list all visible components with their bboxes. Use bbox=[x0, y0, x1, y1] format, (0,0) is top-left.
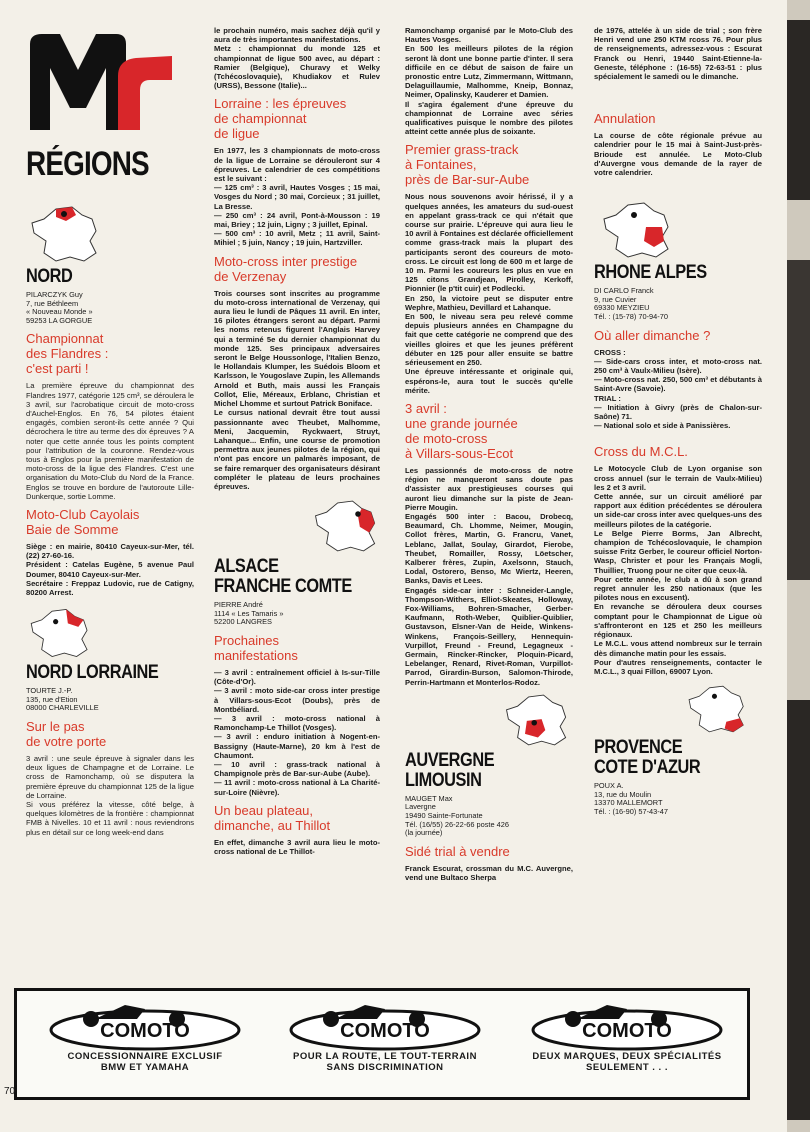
ad-tagline-1: CONCESSIONNAIRE EXCLUSIF BMW ET YAMAHA bbox=[67, 1051, 223, 1073]
comoto-banner-ad[interactable] bbox=[14, 988, 750, 1100]
article-grass-track: Nous nous souvenons avoir hérissé, il y a quelques années, les amateurs du sud-ouest en appelant grass-track ce qui n'était que course sur prairie. L'épreuve qui aura lieu le 10 avril à Fontaines est déclarée officiellement comme grass-track mais la plupart des participants seront des coureurs de moto-cross. Le circuit est long de 600 m et large de 10 m. Parmi les coureurs les plus en vue en 125 citons Grandjean, Pirolley, Kerkoff, Pionnier (le p'tit cuir) et Podlecki. En 250, la victoire peut se disputer entre Wephre, Mathieu, Devillard et Lahanque. En 500, le niveau sera peu relevé comme depuis plusieurs années en Champagne du fait que cette catégorie ne comprend que des vieilles gloires et que les jeunes préfèrent débuter en 125 pour aller ensuite se battre sérieusement en 250. Une épreuve intéressante et originale qui, espérons-le, aura tout le succès qu'elle mérite. bbox=[405, 192, 573, 395]
edge-photo-2 bbox=[787, 260, 810, 580]
heading-grass-track: Premier grass-track à Fontaines, près de Bar-sur-Aube bbox=[405, 142, 530, 188]
comoto-logo-icon bbox=[285, 997, 485, 1051]
heading-verzenay: Moto-cross inter prestige de Verzenay bbox=[214, 253, 358, 284]
comoto-logo-icon bbox=[527, 997, 727, 1051]
article-cayolais: Siège : en mairie, 80410 Cayeux-sur-Mer, tél. (22) 27-60-16. Président : Catelas Eugène, 5 avenue Paul Doumer, 80410 Cayeux-sur-Mer. Secrétaire : Freppaz Ludovic, rue de Catigny, 80200 Arrest. bbox=[26, 542, 194, 598]
article-prochaines: — 3 avril : entraînement officiel à Is-sur-Tille (Côte-d'Or). — 3 avril : moto side-car cross inter prestige à Villars-sous-Ecot (Doubs), près de Montbéliard. — 3 avril : moto-cross national à Ramonchamp-Le Thillot (Vosges). — 3 avril : enduro initiation à Nogent-en-Bassigny (Haute-Marne), 20 km à l'est de Chaumont. — 10 avril : grass-track national à Champignole près de Bar-sur-Aube (Aube). — 11 avril : moto-cross national à La Charité-sur-Loire (Nièvre). bbox=[214, 667, 380, 797]
column-4 bbox=[594, 26, 762, 984]
article-ramonchamp: Ramonchamp organisé par le Moto-Club des Hautes Vosges. En 500 les meilleurs pilotes de la région seront là dont une bonne partie d'inter. Il sera difficile en ce début de saison de faire un pronostic entre Lutz, Zimmermann, Wittmann, Delaguillaumie, Malhomme, Kneip, Bonnaz, Neimer, Opalinsky, Kauderer et Damien. Il s'agira également d'une épreuve du championnat de Lorraine avec séries qualificatives puisque le nombre des pilotes atteint cette année plus de soixante. bbox=[405, 26, 573, 137]
edge-photo-3 bbox=[787, 700, 810, 1120]
article-lorraine: En 1977, les 3 championnats de moto-cross de la ligue de Lorraine se dérouleront sur 4 épreuves. Le calendrier de ces compétitions est le suivant : — 125 cm³ : 3 avril, Hautes Vosges ; 15 mai, Vosges du Nord ; 30 mai, Corcieux ; 31 juillet, La Bresse. — 250 cm³ : 24 avril, Pont-à-Mousson : 19 mai, Briey ; 12 juin, Ligny ; 3 juillet, Epinal. — 500 cm³ : 10 avril, Metz ; 11 avril, Saint-Mihiel ; 5 juin, Nancy ; 19 juin, Hartzviller. bbox=[214, 146, 380, 248]
article-sur-le-pas: 3 avril : une seule épreuve à signaler dans les deux ligues de Champagne et de Lorraine. Le cross de Ramonchamp, où se disputera la première épreuve du championnat 125 de la ligue de Lorraine. Si vous préférez la vitesse, côté belge, à quelques kilomètres de la frontière : championnat FMB à Nivelles. 10 et 11 avril : nous reviendrons plus en détail sur ce long week-end dans bbox=[26, 754, 194, 837]
region-title-provence: PROVENCE COTE D'AZUR bbox=[594, 737, 701, 779]
column-3 bbox=[405, 26, 573, 984]
contact-alsace: PIERRE André 1114 « Les Tamaris » 52200 LANGRES bbox=[214, 600, 284, 627]
article-annulation: La course de côte régionale prévue au calendrier pour le 15 mai à Saint-Just-près-Brioude est annulée. Le Moto-Club d'Auvergne vous demande de la rayer de votre calendrier. bbox=[594, 131, 762, 178]
france-map-provence-icon bbox=[684, 684, 750, 734]
heading-ou-aller: Où aller dimanche ? bbox=[594, 327, 711, 343]
column-2 bbox=[214, 26, 380, 984]
edge-photo-1 bbox=[787, 20, 810, 200]
france-map-nord-lorraine-icon bbox=[26, 607, 94, 659]
article-flandres: La première épreuve du championnat des Flandres 1977, catégorie 125 cm³, se déroulera le 3 avril, sur l'acrobatique circuit de moto-cross d'Auchel-Englos. En 76, 54 pilotes étaient engagés, combien seront-ils cette année ? Qui décrochera le titre au terme des dix épreuves ? A noter que cette année tous les points comptent pour l'attribution de la couronne. Rendez-vous tous à Englos pour la première manifestation de moto-cross de la ligue des Flandres. C'est une organisation du Moto-Club du Nord de la France. Englos se trouve en bordure de l'autoroute Lille-Dunkerque, sortie Lomme. bbox=[26, 381, 194, 501]
ad-brand-1: COMOTO bbox=[100, 1020, 190, 1042]
region-title-nord: NORD bbox=[26, 266, 73, 287]
france-map-auvergne-icon bbox=[501, 693, 573, 747]
heading-lorraine-epreuves: Lorraine : les épreuves de championnat de ligue bbox=[214, 96, 347, 142]
region-title-auvergne: AUVERGNE LIMOUSIN bbox=[405, 749, 495, 791]
next-page-edge bbox=[787, 0, 810, 1132]
region-title-rhone: RHONE ALPES bbox=[594, 262, 707, 284]
region-title-nord-lorraine: NORD LORRAINE bbox=[26, 662, 159, 684]
page-number: 70 bbox=[4, 1086, 16, 1097]
article-ou-aller: CROSS : — Side-cars cross inter, et moto-cross nat. 250 cm³ à Vaulx-Milieu (Isère). — Moto-cross nat. 250, 500 cm³ et débutants à Saint-Avre (Savoie). TRIAL : — Initiation à Givry (près de Chalon-sur-Saône) 71. — National solo et side à Panissières. bbox=[594, 347, 762, 431]
article-metz: le prochain numéro, mais sachez déjà qu'il y aura de très importantes manifestations. Metz : championnat du monde 125 et championnat de ligue 500 avec, au départ : Ramier (Belgique), Churavy et Welky (Tchécoslovaquie), Khudiakov et Rulev (URSS), Bessone (Italie)... bbox=[214, 26, 380, 91]
ad-panel-2 bbox=[265, 995, 505, 1095]
france-map-rhone-icon bbox=[598, 201, 676, 259]
column-1 bbox=[26, 205, 194, 985]
heading-villars: 3 avril : une grande journée de moto-cross à Villars-sous-Ecot bbox=[405, 400, 518, 461]
article-beau-plateau: En effet, dimanche 3 avril aura lieu le moto-cross national de Le Thillot- bbox=[214, 837, 380, 856]
heading-annulation: Annulation bbox=[594, 111, 656, 127]
contact-nord: PILARCZYK Guy 7, rue Béthleem « Nouveau Monde » 59253 LA GORGUE bbox=[26, 290, 93, 325]
masthead-logo-icon bbox=[26, 30, 176, 140]
comoto-logo-icon bbox=[45, 997, 245, 1051]
heading-cross-mcl: Cross du M.C.L. bbox=[594, 444, 688, 460]
contact-nord-lorraine: TOURTE J.-P. 135, rue d'Etion 08000 CHARLEVILLE bbox=[26, 686, 99, 713]
heading-side-trial: Sidé trial à vendre bbox=[405, 843, 510, 859]
masthead bbox=[26, 30, 176, 183]
ad-panel-1 bbox=[25, 995, 265, 1095]
region-title-alsace: ALSACE FRANCHE COMTE bbox=[214, 556, 352, 598]
ad-tagline-3: DEUX MARQUES, DEUX SPÉCIALITÉS SEULEMENT . . . bbox=[532, 1051, 722, 1073]
ad-tagline-2: POUR LA ROUTE, LE TOUT-TERRAIN SANS DISCRIMINATION bbox=[293, 1051, 477, 1073]
article-cross-mcl: Le Motocycle Club de Lyon organise son cross annuel (sur le terrain de Vaulx-Milieu) les 2 et 3 avril. Cette année, sur un circuit amélioré par rapport aux édition précédentes se déroulera un side-car cross inter avec quelques-uns des meilleurs pilotes de la catégorie. Le Belge Pierre Borms, Jan Albrecht, champion de Tchécoslovaquie, le champion suisse Fritz Gerber, le coureur officiel Norton-Wasp, Christer et pour les Français Mogli, Thuillier, Truong pour ne citer que ceux-là. Pour cette année, le club a dû à son grand regret annuler les 250 nationaux (que les pilotes nous en excusent). En revanche se déroulera deux courses comptant pour le Championnat de Ligue où s'affronteront en 125 et 250 les meilleurs régionaux. Le M.C.L. vous attend nombreux sur le terrain dès dimanche matin pour les essais. Pour d'autres renseignements, contacter le M.C.L., 3 quai Fillon, 69007 Lyon. bbox=[594, 464, 762, 676]
contact-auvergne: MAUGET Max Lavergne 19490 Sainte-Fortunate Tél. (16/55) 26-22-66 poste 426 (la journée) bbox=[405, 793, 509, 838]
ad-brand-3: COMOTO bbox=[582, 1020, 672, 1042]
heading-prochaines-manifestations: Prochaines manifestations bbox=[214, 632, 298, 663]
contact-provence: POUX A. 13, rue du Moulin 13370 MALLEMORT Tél. : (16-90) 57-43-47 bbox=[594, 781, 668, 816]
heading-sur-le-pas: Sur le pas de votre porte bbox=[26, 719, 107, 750]
ad-panel-3 bbox=[507, 995, 747, 1095]
france-map-alsace-icon bbox=[310, 499, 380, 553]
heading-beau-plateau: Un beau plateau, dimanche, au Thillot bbox=[214, 802, 331, 833]
article-verzenay: Trois courses sont inscrites au programme du moto-cross international de Verzenay, qui aura lieu le lundi de Pâques 11 avril. En inter, 16 pilotes étrangers seront au départ. Parmi les noms retenus figurent l'Anglais Harvey qui a terminé 5e du dernier championnat du monde 125. Ses principaux adversaires seront le Belge Houssonloge, l'Italien Benzo, le Hollandais Klumper, les Suédois Bloom et Karlsson, le Yougoslave Zupin, les Allemands Arnold et Buth, mais aussi les Français Collot, Elie, Méreaux, Erblanc, Christian et Michel Lhomme et surtout Patrick Boniface. Le cursus national devrait être tout aussi passionnante avec Theubet, Malhomme, Meni, Jacquemin, Ryckwaert, Struyt, Lahanque... Enfin, une course de promotion permettra aux jeunes pilotes de la région, qui n'ont pas encore un palmarès imposant, de se faire remarquer des organisateurs désirant compléter le plateau de leurs prochaines épreuves. bbox=[214, 288, 380, 491]
article-villars: Les passionnés de moto-cross de notre région ne manqueront sans doute pas d'assister aux prestigieuses courses qui auront lieu dimanche sur la piste de Jean-Pierre Mougin. Engagés 500 inter : Bacou, Drobecq, Beaumard, Ch. Lhomme, Neimer, Mougin, Collot frères, Martin, G. Francru, Vanet, Leblanc, Jallat, Soulay, Girardot, Fierobe, Theubet, Romailler, Rossy, Löetscher, Kalberer frères, Zupin, Axelsonn, Stauch, Lodal, Ostorero, Benso, Mc Wiertz, Heeren, Banks, Davis et Lees. Engagés side-car inter : Schneider-Langle, Thompson-Withers, Elliot-Skeates, Holloway, Fox-Williams, Bohren-Smacher, Gerber-Kaufmann, Roth-Weber, Quiblier-Quiblier, Gustavson, Elsner-Van de Heide, Winkens-Winkens, François-Seillery, Hennequin-Vurpillot, Freund - Freund, Legagneux - Germain, Rincker-Rincker, Ploquin-Picard, Lebelanger, Renard, Rivet-Roman, Vurpillot-Parrod, Girardin-Burson, Salomon-Thirode, Perrin-Hartmann et Monterlos-Rodoz. bbox=[405, 465, 573, 687]
contact-rhone: DI CARLO Franck 9, rue Cuvier 69330 MEYZIEU Tél. : (15-78) 70-94-70 bbox=[594, 286, 668, 322]
heading-championnat-flandres: Championnat des Flandres : c'est parti ! bbox=[26, 331, 109, 377]
article-side-trial: Franck Escurat, crossman du M.C. Auvergne, vend une Bultaco Sherpa bbox=[405, 863, 573, 882]
ad-brand-2: COMOTO bbox=[340, 1020, 430, 1042]
heading-moto-club-cayolais: Moto-Club Cayolais Baie de Somme bbox=[26, 507, 140, 538]
masthead-title: RÉGIONS bbox=[26, 145, 149, 183]
article-escurat: de 1976, attelée à un side de trial ; son frère Henri vend une 250 KTM rcoss 76. Pour plus de renseignements, adressez-vous : Escurat Franck ou Henri, 19440 Saint-Etienne-la-Geneste, téléphone : (16-55) 72-63-51 : plus spécialement le samedi ou le dimanche. bbox=[594, 26, 762, 82]
france-map-nord-icon bbox=[26, 205, 104, 263]
